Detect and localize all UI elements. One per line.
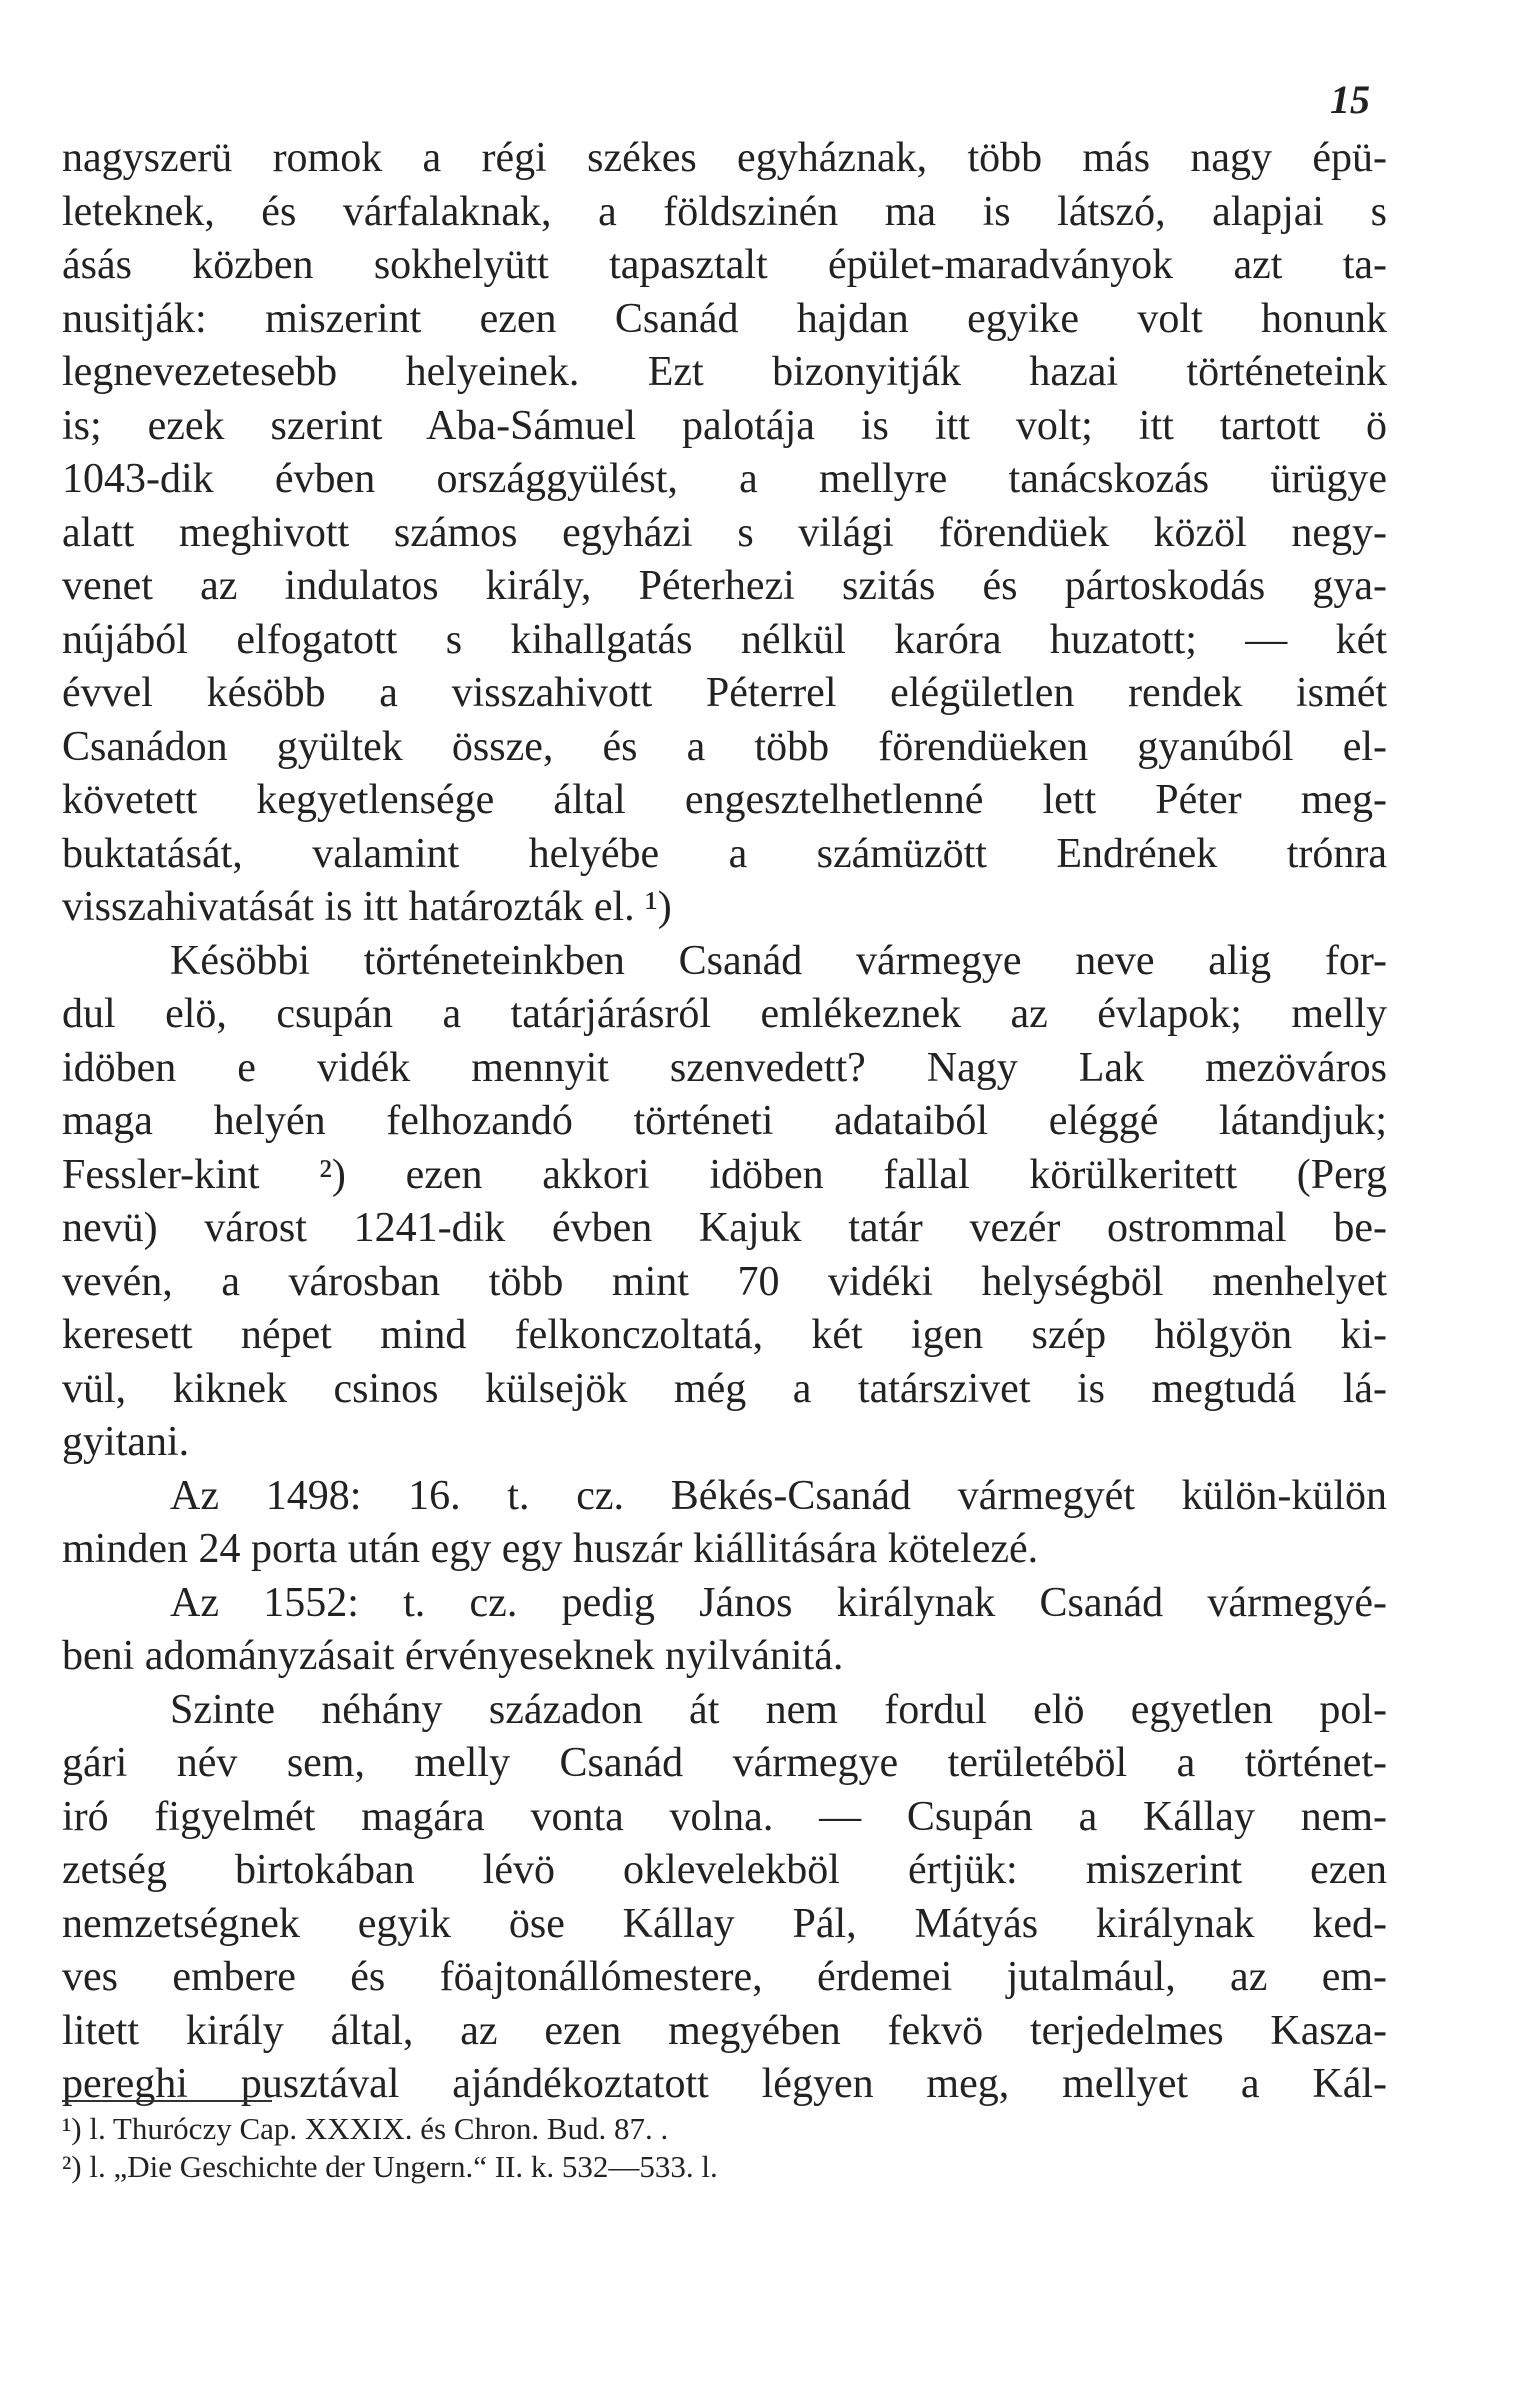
- text-line: venet az indulatos király, Péterhezi szitás és pártoskodás gya-: [62, 563, 1387, 609]
- text-line: zetség birtokában lévö oklevelekböl értjük: miszerint ezen: [62, 1847, 1387, 1893]
- text-line: pereghi pusztával ajándékoztatott légyen meg, mellyet a Kál-: [62, 2061, 1387, 2107]
- text-line: buktatását, valamint helyébe a számüzött Endrének trónra: [62, 830, 1387, 877]
- text-line: legnevezetesebb helyeinek. Ezt bizonyitják hazai történeteink: [62, 349, 1387, 395]
- text-line: Késöbbi történeteinkben Csanád vármegye neve alig for-: [170, 937, 1387, 984]
- text-line: nagyszerü romok a régi székes egyháznak, több más nagy épü-: [62, 135, 1387, 181]
- text-line: iró figyelmét magára vonta volna. — Csupán a Kállay nem-: [62, 1793, 1387, 1840]
- text-line: dul elö, csupán a tatárjárásról emlékeznek az évlapok; melly: [62, 991, 1387, 1037]
- text-line: litett király által, az ezen megyében fekvö terjedelmes Kasza-: [62, 2007, 1387, 2054]
- text-line: gyitani.: [62, 1419, 190, 1465]
- text-line: ásás közben sokhelyütt tapasztalt épület-maradványok azt ta-: [62, 242, 1387, 288]
- text-line: maga helyén felhozandó történeti adataiból eléggé látandjuk;: [62, 1098, 1387, 1144]
- text-line: vül, kiknek csinos külsejök még a tatárszivet is megtudá lá-: [62, 1365, 1387, 1412]
- text-line: beni adományzásait érvényeseknek nyilvánitá.: [62, 1633, 844, 1679]
- text-line: nemzetségnek egyik öse Kállay Pál, Mátyás királynak ked-: [62, 1900, 1387, 1947]
- text-line: követett kegyetlensége által engesztelhetlenné lett Péter meg-: [62, 777, 1387, 823]
- text-line: Az 1498: 16. t. cz. Békés-Csanád vármegyét külön-külön: [170, 1472, 1387, 1519]
- footnotes: [62, 2110, 1387, 2186]
- footnote: ¹) l. Thuróczy Cap. XXXIX. és Chron. Bud. 87. .: [62, 2111, 669, 2146]
- text-line: Fessler-kint ²) ezen akkori idöben fallal körülkeritett (Perg: [62, 1151, 1387, 1198]
- text-line: minden 24 porta után egy egy huszár kiállitására kötelezé.: [62, 1526, 1039, 1572]
- text-line: keresett népet mind felkonczoltatá, két igen szép hölgyön ki-: [62, 1312, 1387, 1358]
- page-number: 15: [1330, 77, 1370, 122]
- text-line: idöben e vidék mennyit szenvedett? Nagy Lak mezöváros: [62, 1044, 1387, 1091]
- text-line: vevén, a városban több mint 70 vidéki helységböl menhelyet: [62, 1258, 1387, 1305]
- text-line: Csanádon gyültek össze, és a több förendüeken gyanúból el-: [62, 723, 1387, 770]
- text-line: 1043-dik évben országgyülést, a mellyre tanácskozás ürügye: [62, 456, 1387, 502]
- text-line: Az 1552: t. cz. pedig János királynak Csanád vármegyé-: [170, 1579, 1387, 1626]
- text-line: leteknek, és várfalaknak, a földszinén ma is látszó, alapjai s: [62, 188, 1387, 235]
- body-text: [62, 132, 1387, 2112]
- text-line: gári név sem, melly Csanád vármegye területéböl a történet-: [62, 1740, 1387, 1786]
- footnote-divider: [62, 2100, 272, 2102]
- text-line: visszahivatását is itt határozták el. ¹): [62, 884, 672, 930]
- text-line: nusitják: miszerint ezen Csanád hajdan egyike volt honunk: [62, 295, 1387, 342]
- text-line: nevü) várost 1241-dik évben Kajuk tatár vezér ostrommal be-: [62, 1205, 1387, 1251]
- text-line: évvel késöbb a visszahivott Péterrel elégületlen rendek ismét: [62, 670, 1387, 716]
- footnote: ²) l. „Die Geschichte der Ungern.“ II. k. 532—533. l.: [62, 2149, 718, 2184]
- text-line: alatt meghivott számos egyházi s világi förendüek közöl negy-: [62, 509, 1387, 556]
- text-line: is; ezek szerint Aba-Sámuel palotája is itt volt; itt tartott ö: [62, 402, 1387, 449]
- text-line: Szinte néhány századon át nem fordul elö egyetlen pol-: [170, 1686, 1387, 1733]
- text-line: nújából elfogatott s kihallgatás nélkül karóra huzatott; — két: [62, 616, 1387, 663]
- text-line: ves embere és föajtonállómestere, érdemei jutalmául, az em-: [62, 1954, 1387, 2000]
